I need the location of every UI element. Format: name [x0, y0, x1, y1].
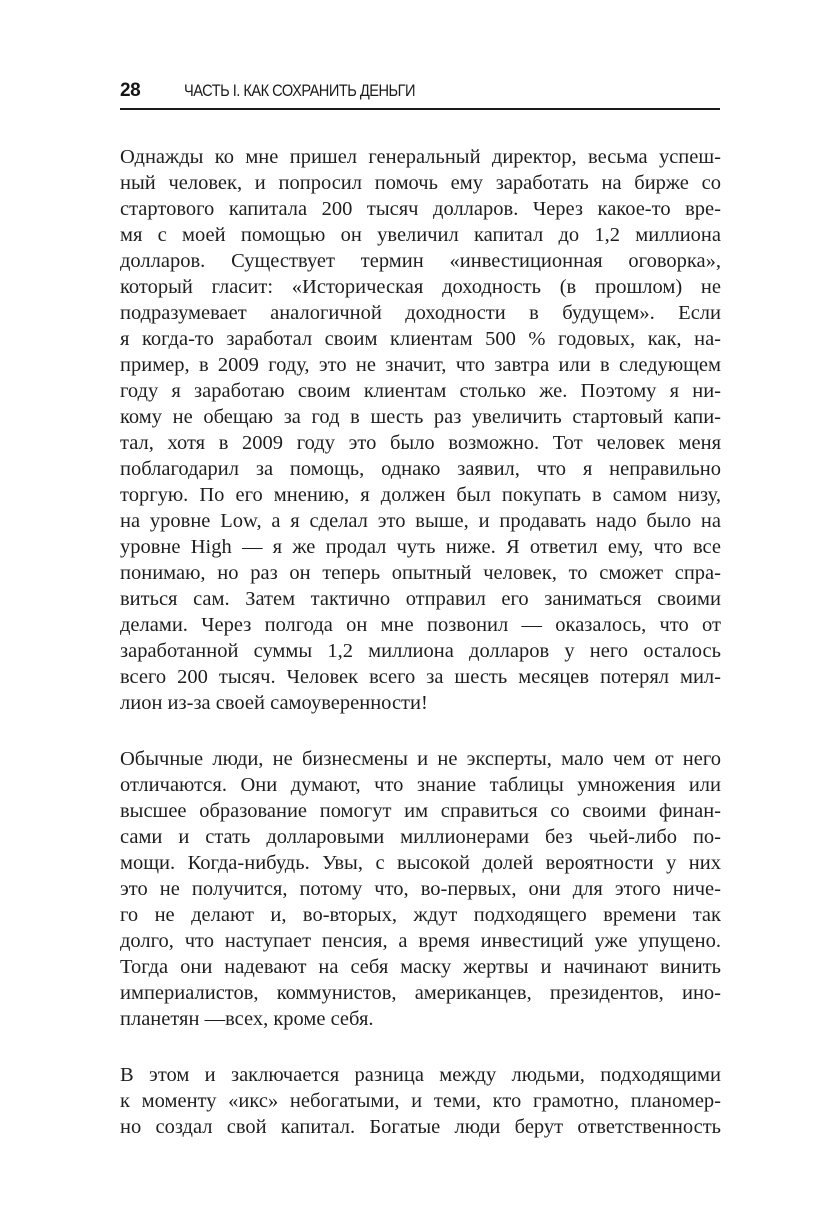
text-line: империалистов, коммунистов, американцев, президентов, ино-	[120, 982, 721, 1004]
page-number: 28	[120, 80, 141, 101]
text-line: Тогда они надевают на себя маску жертвы и начинают винить	[120, 956, 721, 978]
text-line: отличаются. Они думают, что знание таблицы умножения или	[120, 774, 721, 796]
text-line: мощи. Когда-нибудь. Увы, с высокой долей вероятности у них	[120, 852, 721, 874]
text-line: всего 200 тысяч. Человек всего за шесть месяцев потерял мил-	[120, 666, 721, 688]
text-line: ный человек, и попросил помочь ему заработать на бирже со	[120, 172, 721, 194]
text-line: подразумевает аналогичной доходности в будущем». Если	[120, 302, 721, 324]
text-line: Однажды ко мне пришел генеральный директор, весьма успеш-	[120, 146, 721, 168]
header-rule	[120, 108, 720, 110]
text-line: я когда-то заработал своим клиентам 500 % годовых, как, на-	[120, 328, 721, 350]
text-line: долго, что наступает пенсия, а время инвестиций уже упущено.	[120, 930, 721, 952]
text-line: го не делают и, во-вторых, ждут подходящего времени так	[120, 904, 721, 926]
text-line: сами и стать долларовыми миллионерами без чьей-либо по-	[120, 826, 721, 848]
text-line: кому не обещаю за год в шесть раз увеличить стартовый капи-	[120, 406, 721, 428]
text-line: уровне High — я же продал чуть ниже. Я ответил ему, что все	[120, 536, 721, 558]
text-line: мя с моей помощью он увеличил капитал до 1,2 миллиона	[120, 224, 721, 246]
text-line: к моменту «икс» небогатыми, и теми, кто грамотно, планомер-	[120, 1090, 721, 1112]
text-line: понимаю, но раз он теперь опытный человек, то сможет спра-	[120, 562, 721, 584]
text-line: В этом и заключается разница между людьми, подходящими	[120, 1064, 721, 1086]
text-line: делами. Через полгода он мне позвонил — оказалось, что от	[120, 614, 721, 636]
text-line: планетян —всех, кроме себя.	[120, 1008, 374, 1030]
text-line: пример, в 2009 году, это не значит, что завтра или в следующем	[120, 354, 721, 376]
paragraph-2	[120, 746, 721, 1032]
text-line: лион из-за своей самоуверенности!	[120, 692, 428, 714]
text-line: это не получится, потому что, во-первых, они для этого ниче-	[120, 878, 721, 900]
running-title: ЧАСТЬ I. КАК СОХРАНИТЬ ДЕНЬГИ	[184, 81, 416, 100]
text-line: тал, хотя в 2009 году это было возможно. Тот человек меня	[120, 432, 721, 454]
paragraph-3	[120, 1062, 721, 1140]
text-line: высшее образование помогут им справиться со своими финан-	[120, 800, 721, 822]
text-line: виться сам. Затем тактично отправил его заниматься своими	[120, 588, 721, 610]
text-line: на уровне Low, а я сделал это выше, и продавать надо было на	[120, 510, 721, 532]
text-line: стартового капитала 200 тысяч долларов. Через какое-то вре-	[120, 198, 721, 220]
text-line: Обычные люди, не бизнесмены и не эксперты, мало чем от него	[120, 748, 721, 770]
text-line: но создал свой капитал. Богатые люди берут ответственность	[120, 1116, 721, 1138]
page-header	[120, 78, 720, 104]
text-line: долларов. Существует термин «инвестиционная оговорка»,	[120, 250, 721, 272]
text-line: заработанной суммы 1,2 миллиона долларов у него осталось	[120, 640, 721, 662]
text-line: который гласит: «Историческая доходность (в прошлом) не	[120, 276, 721, 298]
paragraph-1	[120, 144, 721, 716]
text-line: году я заработаю своим клиентам столько же. Поэтому я ни-	[120, 380, 721, 402]
body-text	[120, 144, 721, 1170]
text-line: торгую. По его мнению, я должен был покупать в самом низу,	[120, 484, 721, 506]
text-line: поблагодарил за помощь, однако заявил, что я неправильно	[120, 458, 721, 480]
